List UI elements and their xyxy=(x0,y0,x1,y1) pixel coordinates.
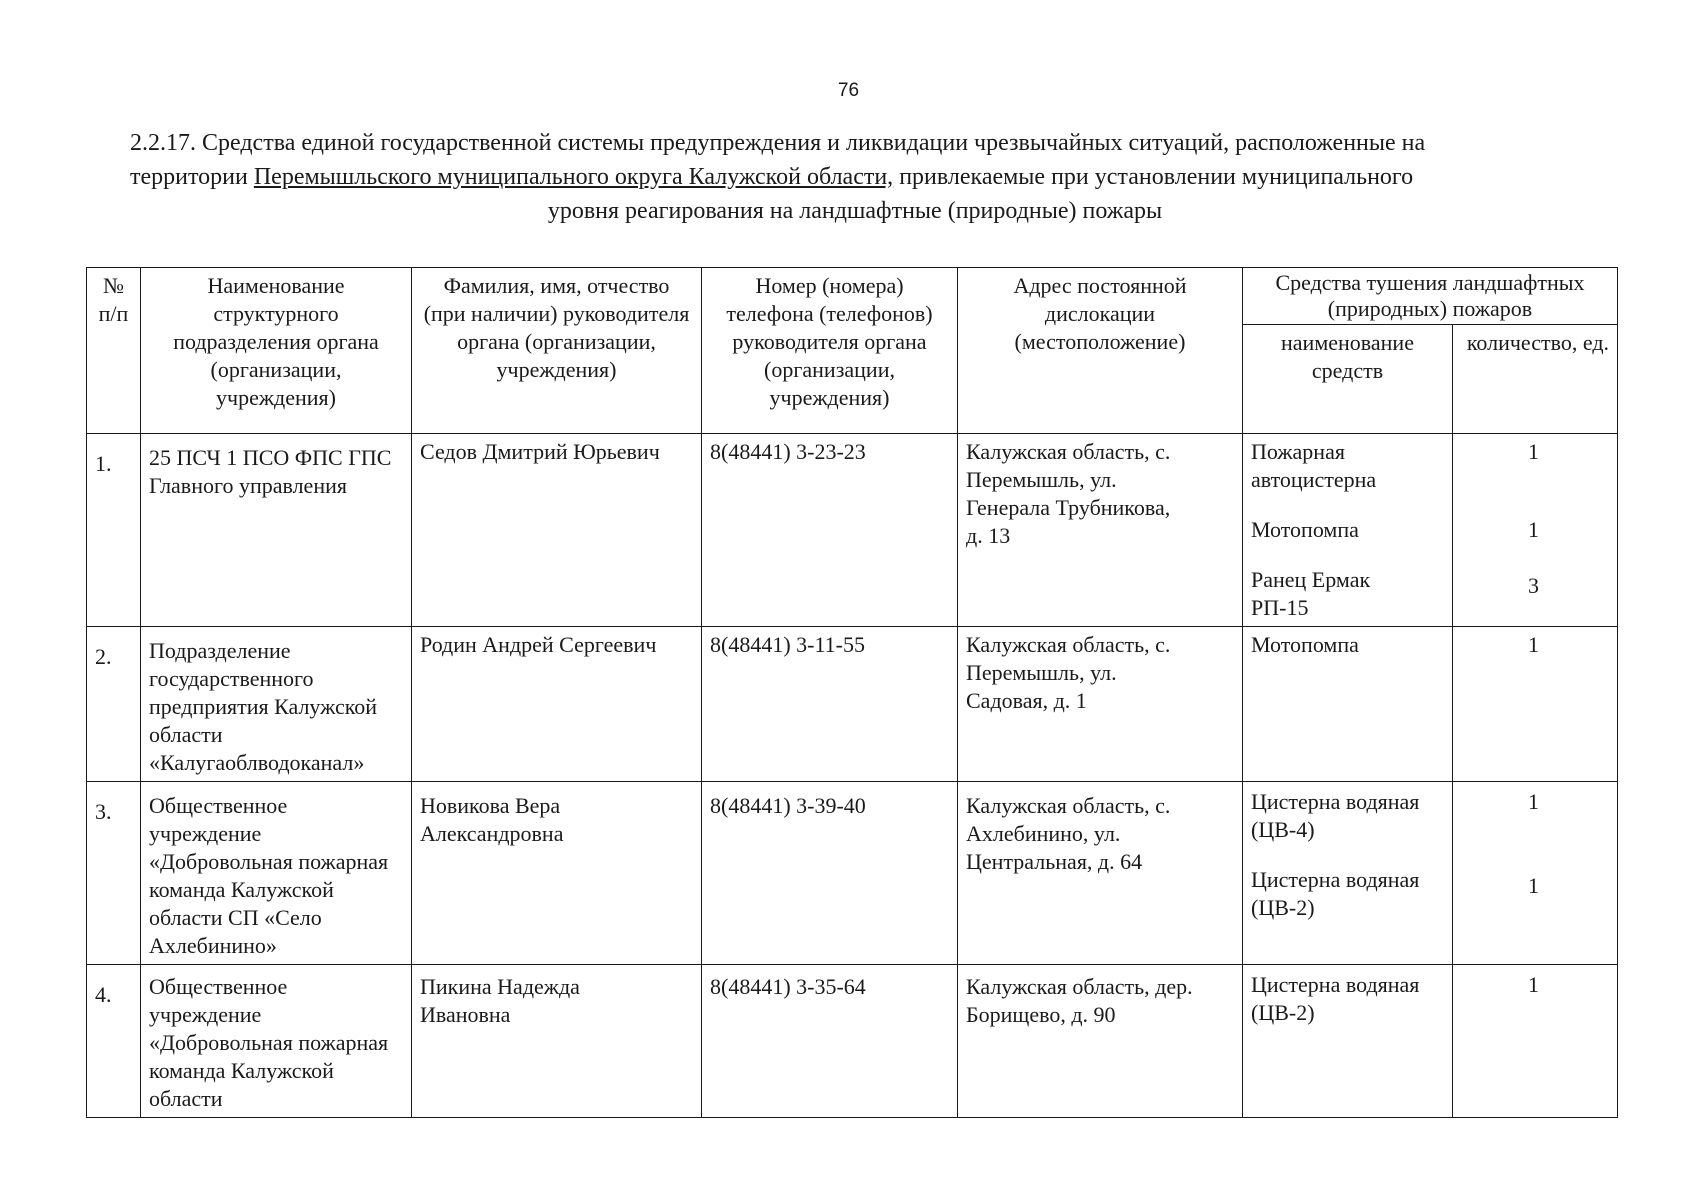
heading-municipality: Перемышльского муниципального округа Калужской области, xyxy=(253,164,894,190)
row-means-qtys xyxy=(1453,627,1618,782)
row-head: Пикина Надежда Ивановна xyxy=(412,965,702,1118)
header-address: Адрес постоянной дислокации (местоположение) xyxy=(958,268,1243,434)
table-row xyxy=(87,627,1618,782)
row-address: Калужская область, дер. Борищево, д. 90 xyxy=(958,965,1243,1118)
heading-line-2-prefix: территории xyxy=(130,164,254,190)
table-row xyxy=(87,965,1618,1118)
table-header-row xyxy=(87,268,1618,325)
row-means-names xyxy=(1243,434,1453,627)
row-means-qtys xyxy=(1453,965,1618,1118)
table-row xyxy=(87,782,1618,965)
means-name: Цистерна водяная (ЦВ-2) xyxy=(1251,972,1420,1025)
row-name: Подразделение государственного предприятия Калужской области «Калугаоблводоканал» xyxy=(141,627,412,782)
row-address: Калужская область, с. Перемышль, ул. Садовая, д. 1 xyxy=(958,627,1243,782)
means-qty: 3 xyxy=(1528,573,1540,598)
heading-line-3: уровня реагирования на ландшафтные (природные) пожары xyxy=(547,198,1163,224)
row-phone: 8(48441) 3-23-23 xyxy=(702,434,958,627)
row-means-qtys xyxy=(1453,434,1618,627)
row-head: Седов Дмитрий Юрьевич xyxy=(412,434,702,627)
heading-line-2-suffix: привлекаемые при установлении муниципального xyxy=(893,164,1414,190)
row-address: Калужская область, с. Перемышль, ул. Генерала Трубникова, д. 13 xyxy=(958,434,1243,627)
document-heading xyxy=(130,126,1580,228)
header-means-qty: количество, ед. xyxy=(1453,325,1618,434)
row-phone: 8(48441) 3-11-55 xyxy=(702,627,958,782)
means-qty: 1 xyxy=(1528,873,1540,898)
table-row xyxy=(87,434,1618,627)
row-address: Калужская область, с. Ахлебинино, ул. Центральная, д. 64 xyxy=(958,782,1243,965)
row-name: Общественное учреждение «Добровольная пожарная команда Калужской области xyxy=(141,965,412,1118)
means-name: Мотопомпа xyxy=(1251,632,1359,657)
means-qty: 1 xyxy=(1528,439,1540,464)
means-qty: 1 xyxy=(1528,632,1540,657)
row-head: Родин Андрей Сергеевич xyxy=(412,627,702,782)
header-means-group: Средства тушения ландшафтных (природных) пожаров xyxy=(1243,268,1618,325)
heading-line-1: 2.2.17. Средства единой государственной системы предупреждения и ликвидации чрезвычайных ситуаций, расположенные на xyxy=(130,130,1426,156)
means-qty: 1 xyxy=(1528,972,1540,997)
heading-line-2 xyxy=(130,160,1580,194)
header-num: № п/п xyxy=(87,268,141,434)
row-num: 3. xyxy=(87,782,141,965)
row-num: 2. xyxy=(87,627,141,782)
row-phone: 8(48441) 3-39-40 xyxy=(702,782,958,965)
row-means-names xyxy=(1243,782,1453,965)
row-name: 25 ПСЧ 1 ПСО ФПС ГПС Главного управления xyxy=(141,434,412,627)
row-head: Новикова Вера Александровна xyxy=(412,782,702,965)
row-num: 4. xyxy=(87,965,141,1118)
means-name: Пожарная автоцистерна xyxy=(1251,439,1377,492)
means-name: Мотопомпа xyxy=(1251,517,1359,542)
means-name: Цистерна водяная (ЦВ-2) xyxy=(1251,867,1420,920)
header-phone: Номер (номера) телефона (телефонов) руководителя органа (организации, учреждения) xyxy=(702,268,958,434)
header-name: Наименование структурного подразделения органа (организации, учреждения) xyxy=(141,268,412,434)
row-name: Общественное учреждение «Добровольная пожарная команда Калужской области СП «Село Ахлебинино» xyxy=(141,782,412,965)
row-phone: 8(48441) 3-35-64 xyxy=(702,965,958,1118)
means-name: Ранец Ермак РП-15 xyxy=(1251,567,1371,620)
row-means-names xyxy=(1243,627,1453,782)
row-means-qtys xyxy=(1453,782,1618,965)
row-num: 1. xyxy=(87,434,141,627)
means-name: Цистерна водяная (ЦВ-4) xyxy=(1251,789,1420,842)
row-means-names xyxy=(1243,965,1453,1118)
header-means-name: наименование средств xyxy=(1243,325,1453,434)
page-number: 76 xyxy=(837,80,860,101)
resources-table xyxy=(86,267,1618,1118)
means-qty: 1 xyxy=(1528,517,1540,542)
means-qty: 1 xyxy=(1528,789,1540,814)
header-head: Фамилия, имя, отчество (при наличии) руководителя органа (организации, учреждения) xyxy=(412,268,702,434)
